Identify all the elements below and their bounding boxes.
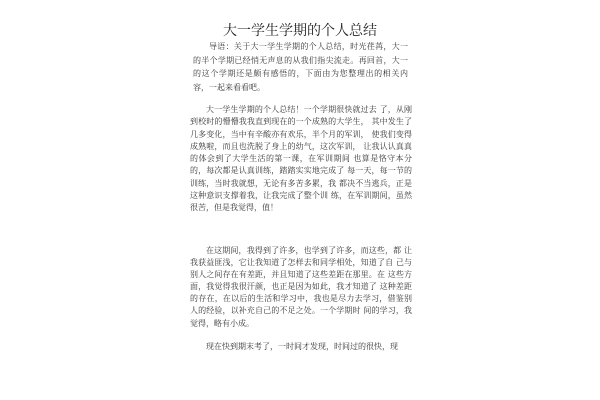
body-paragraph-1: 大一学生学期的个人总结！一个学期很快就过去 了，从刚到校时的懵懵我我直到现在的一个成熟的大学生， 其中发生了几多变化，当中有辛酸亦有欢乐，半个月的军训， 使我们变得成熟啦，而且也洗脱了身上的幼气，这次军训， 让我认认真真的体会到了大学生活的第一课，在军训期间 也算是恪守本分的，每次都是认真训练，踏踏实实地完成了 每一天，每一节的训练，当时我就想，无论有多苦多累，我 都决不当逃兵，正是这种意识支撑着我，让我完成了整个训 练，在军训期间，虽然很苦，但是我觉得，值！	[190, 105, 412, 213]
body-paragraph-3: 现在快到期末考了，一时间才发现，时间过的很快，现	[206, 342, 398, 351]
intro-paragraph: 导语：关于大一学生学期的个人总结，时光荏苒，大一 的半个学期已经悄无声息的从我们指尖流走。再回首，大一 的这个学期还是颇有感悟的，下面由为您整理出的相关内 容，一起来看看吧。	[193, 42, 408, 92]
body-paragraph-2: 在这期间，我得到了许多，也学到了许多，而这些，都 让我获益匪浅，它让我知道了怎样去和同学相处，知道了自 己与别人之间存在有差距，并且知道了这些差距在那里。在 这些方面，我觉得我很汗颜，也正是因为如此，我才知道了 这种差距的存在，在以后的生活和学习中，我也是尽力去学习，借鉴别人的经验，以补充自己的不足之处。一个学期时 间的学习，我觉得，略有小成。	[190, 246, 412, 328]
document-title: 大一学生学期的个人总结	[223, 23, 377, 39]
